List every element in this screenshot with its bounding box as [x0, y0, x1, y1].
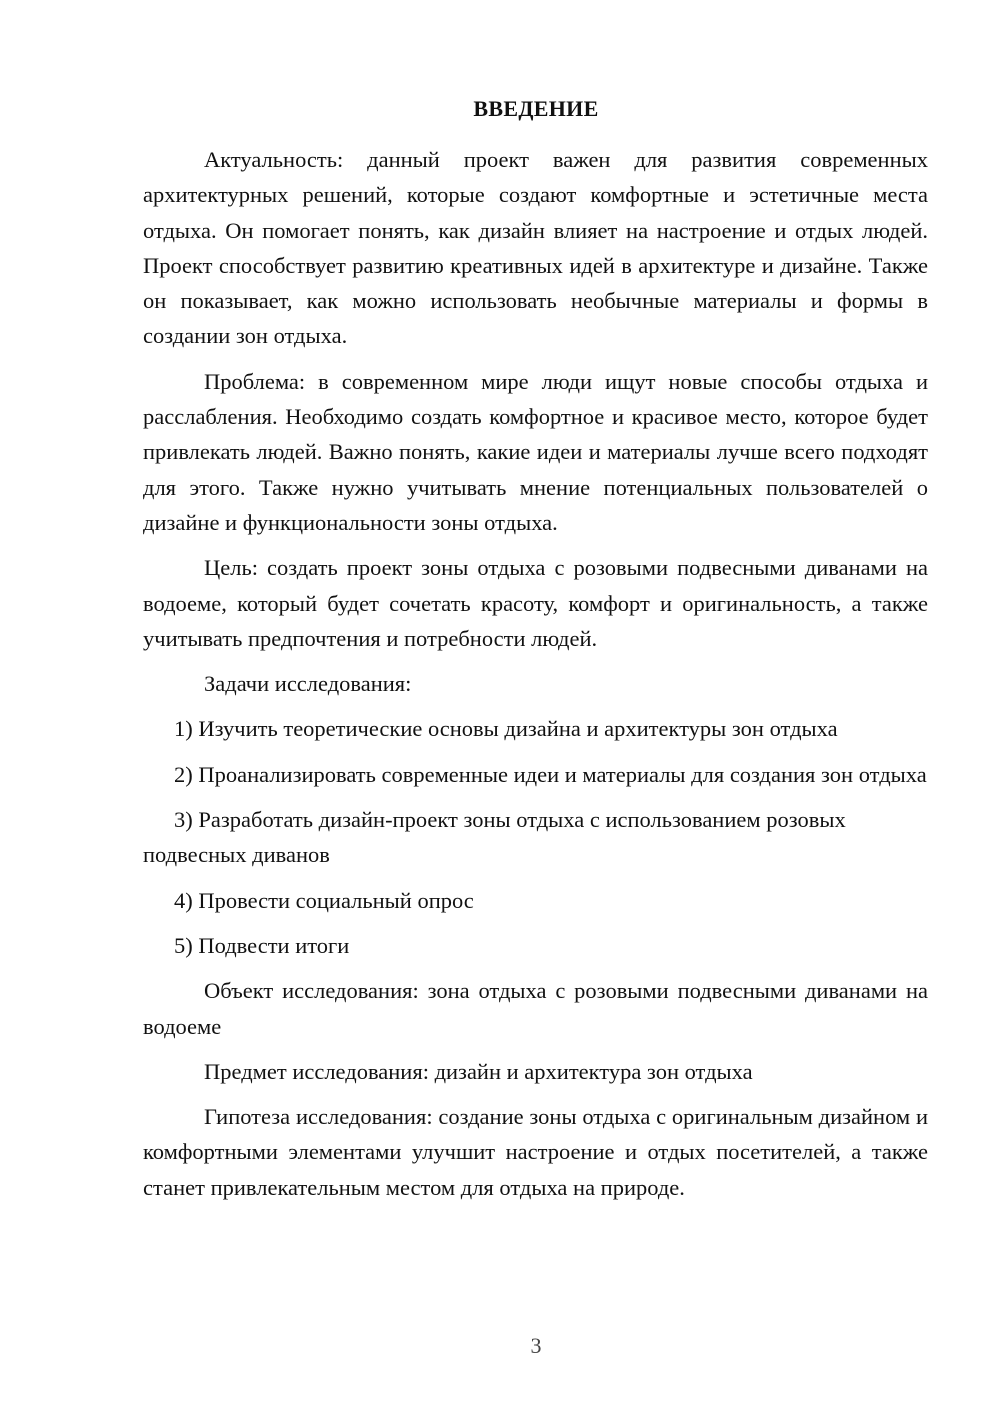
paragraph-object: Объект исследования: зона отдыха с розовыми подвесными диванами на водоеме	[143, 978, 928, 1039]
paragraph-goal: Цель: создать проект зоны отдыха с розовыми подвесными диванами на водоеме, который будет сочетать красоту, комфорт и оригинальность, а также учитывать предпочтения и потребности людей.	[143, 555, 928, 651]
paragraph-tasks-heading: Задачи исследования:	[204, 671, 412, 697]
task-item-3: 3) Разработать дизайн-проект зоны отдыха с использованием розовых подвесных диванов	[143, 807, 846, 868]
task-item-4: 4) Провести социальный опрос	[174, 887, 474, 913]
body-text	[143, 142, 928, 1215]
task-item-5: 5) Подвести итоги	[174, 932, 350, 958]
task-item-2: 2) Проанализировать современные идеи и материалы для создания зон отдыха	[174, 761, 927, 787]
paragraph-problem: Проблема: в современном мире люди ищут новые способы отдыха и расслабления. Необходимо создать комфортное и красивое место, которое будет привлекать людей. Важно понять, какие идеи и материалы лучше всего подходят для этого. Также нужно учитывать мнение потенциальных пользователей о дизайне и функциональности зоны отдыха.	[143, 368, 928, 535]
task-item-1: 1) Изучить теоретические основы дизайна и архитектуры зон отдыха	[174, 716, 838, 742]
paragraph-relevance: Актуальность: данный проект важен для развития современных архитектурных решений, которые создают комфортные и эстетичные места отдыха. Он помогает понять, как дизайн влияет на настроение и отдых людей. Проект способствует развитию креативных идей в архитектуре и дизайне. Также он показывает, как можно использовать необычные материалы и формы в создании зон отдыха.	[143, 147, 928, 349]
page-title: ВВЕДЕНИЕ	[473, 96, 599, 121]
paragraph-subject: Предмет исследования: дизайн и архитектура зон отдыха	[204, 1058, 753, 1084]
paragraph-hypothesis: Гипотеза исследования: создание зоны отдыха с оригинальным дизайном и комфортными элементами улучшит настроение и отдых посетителей, а также станет привлекательным местом для отдыха на природе.	[143, 1104, 928, 1200]
page-number: 3	[530, 1333, 542, 1358]
